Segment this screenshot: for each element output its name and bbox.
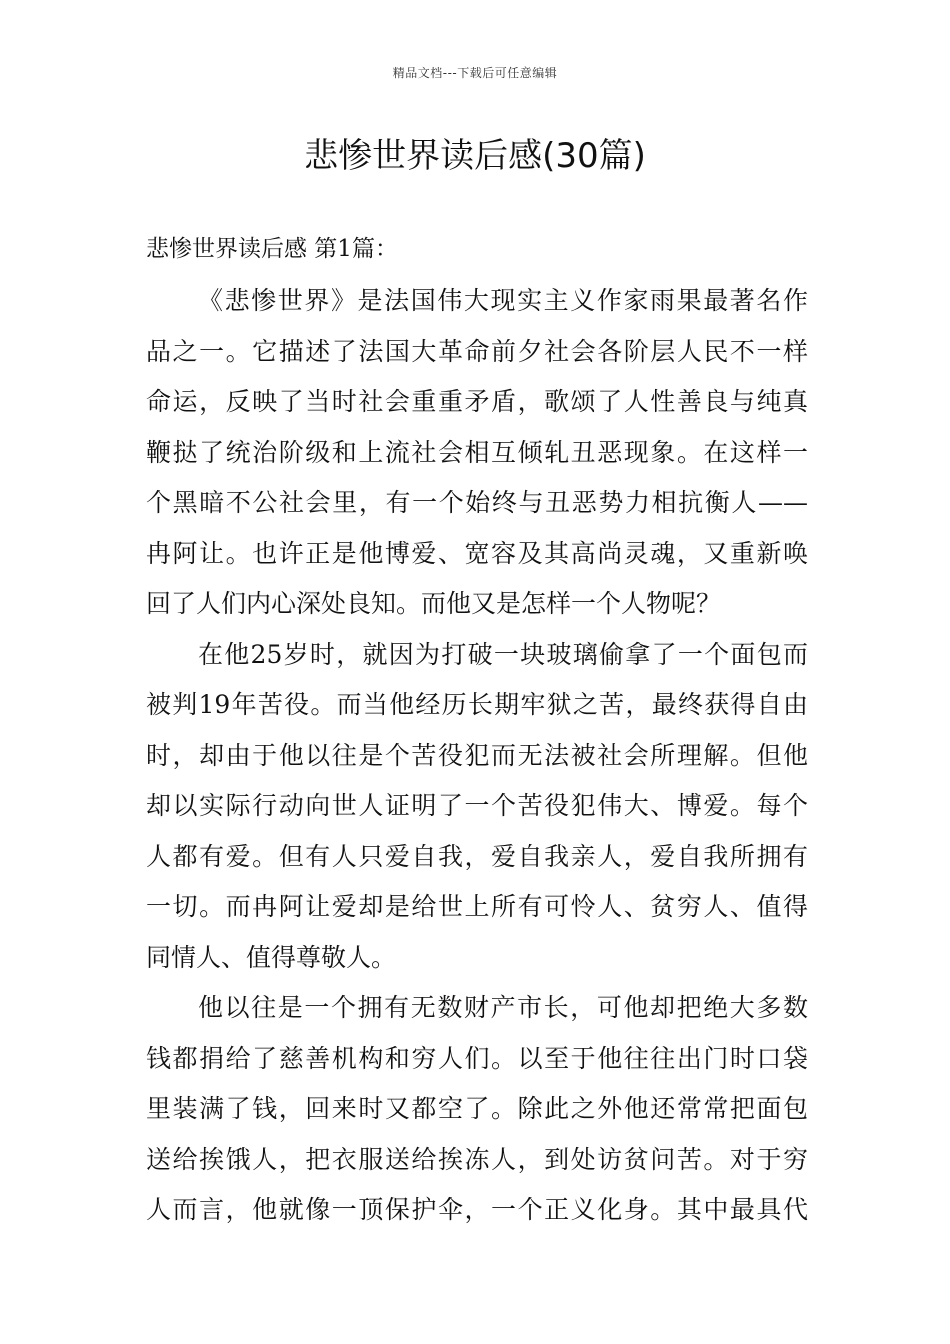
document-body bbox=[146, 226, 808, 1236]
paragraph-line: 《悲惨世界》是法国伟大现实主义作家雨果最著名作 bbox=[198, 286, 808, 315]
paragraph-line: 里装满了钱，回来时又都空了。除此之外他还常常把面包 bbox=[146, 1094, 808, 1123]
paragraph-line: 他以往是一个拥有无数财产市长，可他却把绝大多数 bbox=[198, 993, 808, 1022]
paragraph-line: 鞭挞了统治阶级和上流社会相互倾轧丑恶现象。在这样一 bbox=[146, 437, 808, 467]
paragraph-line: 命运，反映了当时社会重重矛盾，歌颂了人性善良与纯真 bbox=[146, 387, 808, 416]
paragraph-line: 钱都捐给了慈善机构和穷人们。以至于他往往出门时口袋 bbox=[146, 1043, 808, 1073]
paragraph-line: 一切。而冉阿让爱却是给世上所有可怜人、贫穷人、值得 bbox=[146, 892, 808, 921]
paragraph-line: 时，却由于他以往是个苦役犯而无法被社会所理解。但他 bbox=[146, 740, 808, 770]
header-note: 精品文档---下载后可任意编辑 bbox=[392, 66, 558, 80]
paragraph-line: 回了人们内心深处良知。而他又是怎样一个人物呢？ bbox=[146, 589, 722, 618]
paragraph-line: 冉阿让。也许正是他博爱、宽容及其高尚灵魂，又重新唤 bbox=[146, 538, 808, 568]
paragraph-3 bbox=[146, 983, 808, 1236]
paragraph-line: 人都有爱。但有人只爱自我，爱自我亲人，爱自我所拥有 bbox=[146, 841, 808, 871]
section-heading: 悲惨世界读后感 第1篇： bbox=[146, 236, 398, 262]
paragraph-line: 被判19年苦役。而当他经历长期牢狱之苦，最终获得自由 bbox=[146, 690, 808, 719]
paragraph-line: 同情人、值得尊敬人。 bbox=[146, 942, 397, 972]
paragraph-line: 在他25岁时，就因为打破一块玻璃偷拿了一个面包而 bbox=[198, 639, 808, 669]
document-title: 悲惨世界读后感(30篇) bbox=[304, 136, 646, 176]
paragraph-line: 送给挨饿人，把衣服送给挨冻人，到处访贫问苦。对于穷 bbox=[146, 1144, 808, 1174]
paragraph-line: 却以实际行动向世人证明了一个苦役犯伟大、博爱。每个 bbox=[146, 791, 808, 820]
paragraph-1 bbox=[146, 276, 808, 630]
paragraph-line: 人而言，他就像一顶保护伞，一个正义化身。其中最具代 bbox=[146, 1195, 808, 1224]
paragraph-2 bbox=[146, 630, 808, 984]
paragraph-line: 个黑暗不公社会里，有一个始终与丑恶势力相抗衡人—— bbox=[146, 488, 808, 517]
paragraph-line: 品之一。它描述了法国大革命前夕社会各阶层人民不一样 bbox=[146, 336, 808, 366]
